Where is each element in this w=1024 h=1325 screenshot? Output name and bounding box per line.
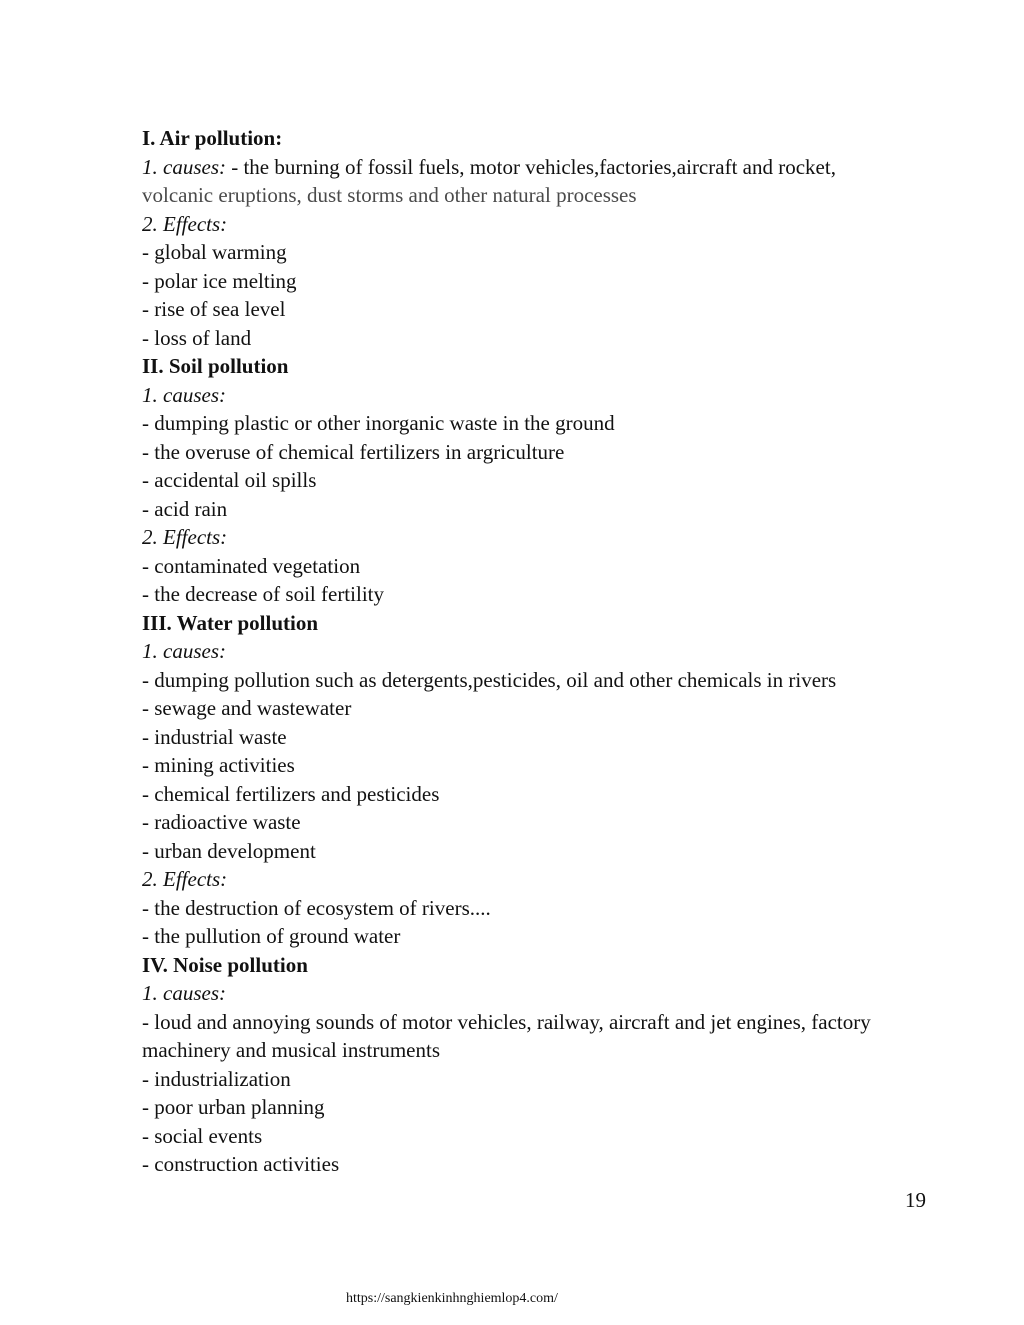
list-item: - the destruction of ecosystem of rivers.... (142, 895, 491, 920)
causes-label: 1. causes: (142, 639, 226, 663)
list-item: - contaminated vegetation (142, 553, 361, 578)
list-item: - loud and annoying sounds of motor vehicles, railway, aircraft and jet engines, factory machinery and musical instruments (142, 1009, 871, 1062)
list-item: - loss of land (142, 325, 252, 350)
list-item: - the overuse of chemical fertilizers in argriculture (142, 439, 565, 464)
causes-text: - the burning of fossil fuels, motor vehicles,factories,aircraft and rocket, (225, 154, 836, 179)
list-item: - poor urban planning (142, 1095, 325, 1119)
list-item: - acid rain (142, 496, 228, 521)
document-body (142, 124, 932, 1179)
effects-label: 2. Effects: (142, 867, 228, 891)
causes-continuation: volcanic eruptions, dust storms and other natural processes (142, 183, 637, 207)
section-water-pollution (142, 609, 932, 951)
list-item: - industrial waste (142, 724, 287, 749)
list-item: - rise of sea level (142, 297, 286, 321)
list-item: - global warming (142, 240, 287, 264)
list-item: - mining activities (142, 753, 295, 777)
list-item: - polar ice melting (142, 268, 297, 293)
effects-label: 2. Effects: (142, 211, 228, 236)
list-item: - dumping plastic or other inorganic waste in the ground (142, 411, 615, 435)
list-item: - chemical fertilizers and pesticides (142, 781, 440, 806)
section-heading: I. Air pollution: (142, 126, 283, 150)
list-item: - the decrease of soil fertility (142, 582, 384, 606)
causes-line (142, 153, 932, 182)
section-air-pollution (142, 124, 932, 352)
section-heading: IV. Noise pollution (142, 952, 308, 977)
list-item: - industrialization (142, 1066, 291, 1091)
list-item: - radioactive waste (142, 810, 301, 834)
list-item: - construction activities (142, 1152, 340, 1176)
page-number: 19 (905, 1188, 926, 1212)
section-heading: II. Soil pollution (142, 354, 289, 378)
section-noise-pollution (142, 951, 932, 1179)
section-soil-pollution (142, 352, 932, 609)
footer-url: https://sangkienkinhnghiemlop4.com/ (346, 1291, 558, 1306)
list-item: - dumping pollution such as detergents,pesticides, oil and other chemicals in rivers (142, 667, 837, 692)
list-item: - the pullution of ground water (142, 924, 401, 948)
causes-label: 1. causes: (142, 382, 226, 407)
list-item: - accidental oil spills (142, 468, 317, 492)
list-item: - sewage and wastewater (142, 696, 352, 720)
effects-label: 2. Effects: (142, 525, 228, 549)
list-item: - urban development (142, 838, 316, 863)
causes-label: 1. causes: (142, 154, 226, 179)
causes-label: 1. causes: (142, 981, 226, 1005)
section-heading: III. Water pollution (142, 610, 319, 635)
list-item: - social events (142, 1123, 263, 1148)
